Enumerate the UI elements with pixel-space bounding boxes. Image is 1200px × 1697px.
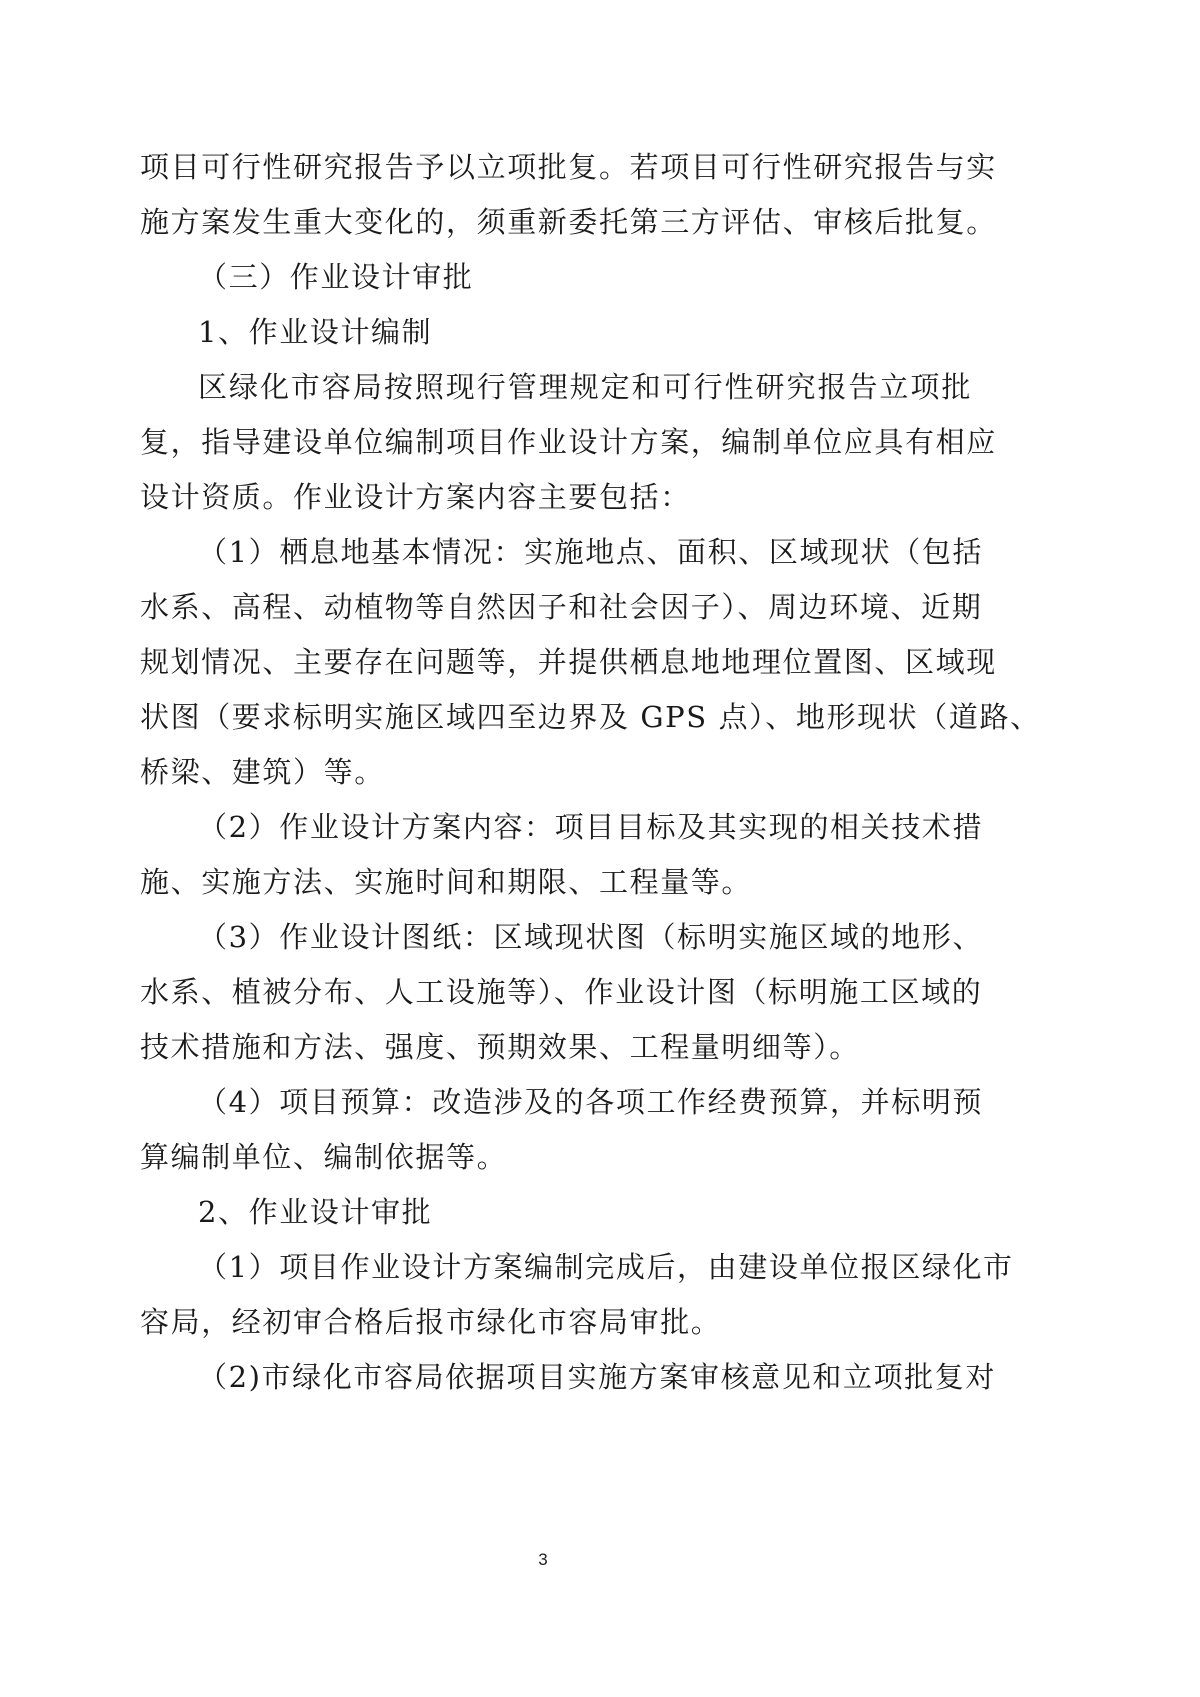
list-item-line: 技术措施和方法、强度、预期效果、工程量明细等）。 <box>140 1030 860 1064</box>
document-body <box>140 140 1041 1405</box>
paragraph-line: 区绿化市容局按照现行管理规定和可行性研究报告立项批 <box>198 370 972 404</box>
paragraph-line: 项目可行性研究报告予以立项批复。若项目可行性研究报告与实 <box>140 150 997 184</box>
list-item-line: （3）作业设计图纸：区域现状图（标明实施区域的地形、 <box>198 920 984 954</box>
list-item-line: 规划情况、主要存在问题等，并提供栖息地地理位置图、区域现 <box>140 645 997 679</box>
list-item-line: 桥梁、建筑）等。 <box>140 755 385 789</box>
list-item-line: 算编制单位、编制依据等。 <box>140 1140 508 1174</box>
subsection-heading: 2、作业设计审批 <box>198 1195 433 1229</box>
list-item-line: （2)市绿化市容局依据项目实施方案审核意见和立项批复对 <box>198 1360 996 1394</box>
section-heading: （三）作业设计审批 <box>198 260 474 294</box>
list-item-line: 施、实施方法、实施时间和期限、工程量等。 <box>140 865 753 899</box>
list-item-line: （4）项目预算：改造涉及的各项工作经费预算，并标明预 <box>198 1085 984 1119</box>
page-number: 3 <box>538 1550 548 1569</box>
list-item-line: （1）项目作业设计方案编制完成后，由建设单位报区绿化市 <box>198 1250 1014 1284</box>
paragraph-line: 复，指导建设单位编制项目作业设计方案，编制单位应具有相应 <box>140 425 997 459</box>
subsection-heading: 1、作业设计编制 <box>198 315 433 349</box>
list-item-line: 状图（要求标明实施区域四至边界及 GPS 点）、地形现状（道路、 <box>140 700 1041 734</box>
list-item-line: （1）栖息地基本情况：实施地点、面积、区域现状（包括 <box>198 535 984 569</box>
list-item-line: 水系、植被分布、人工设施等）、作业设计图（标明施工区域的 <box>140 975 983 1009</box>
list-item-line: （2）作业设计方案内容：项目目标及其实现的相关技术措 <box>198 810 984 844</box>
list-item-line: 水系、高程、动植物等自然因子和社会因子）、周边环境、近期 <box>140 590 983 624</box>
list-item-line: 容局，经初审合格后报市绿化市容局审批。 <box>140 1305 722 1339</box>
paragraph-line: 设计资质。作业设计方案内容主要包括： <box>140 480 691 514</box>
paragraph-line: 施方案发生重大变化的，须重新委托第三方评估、审核后批复。 <box>140 205 997 239</box>
